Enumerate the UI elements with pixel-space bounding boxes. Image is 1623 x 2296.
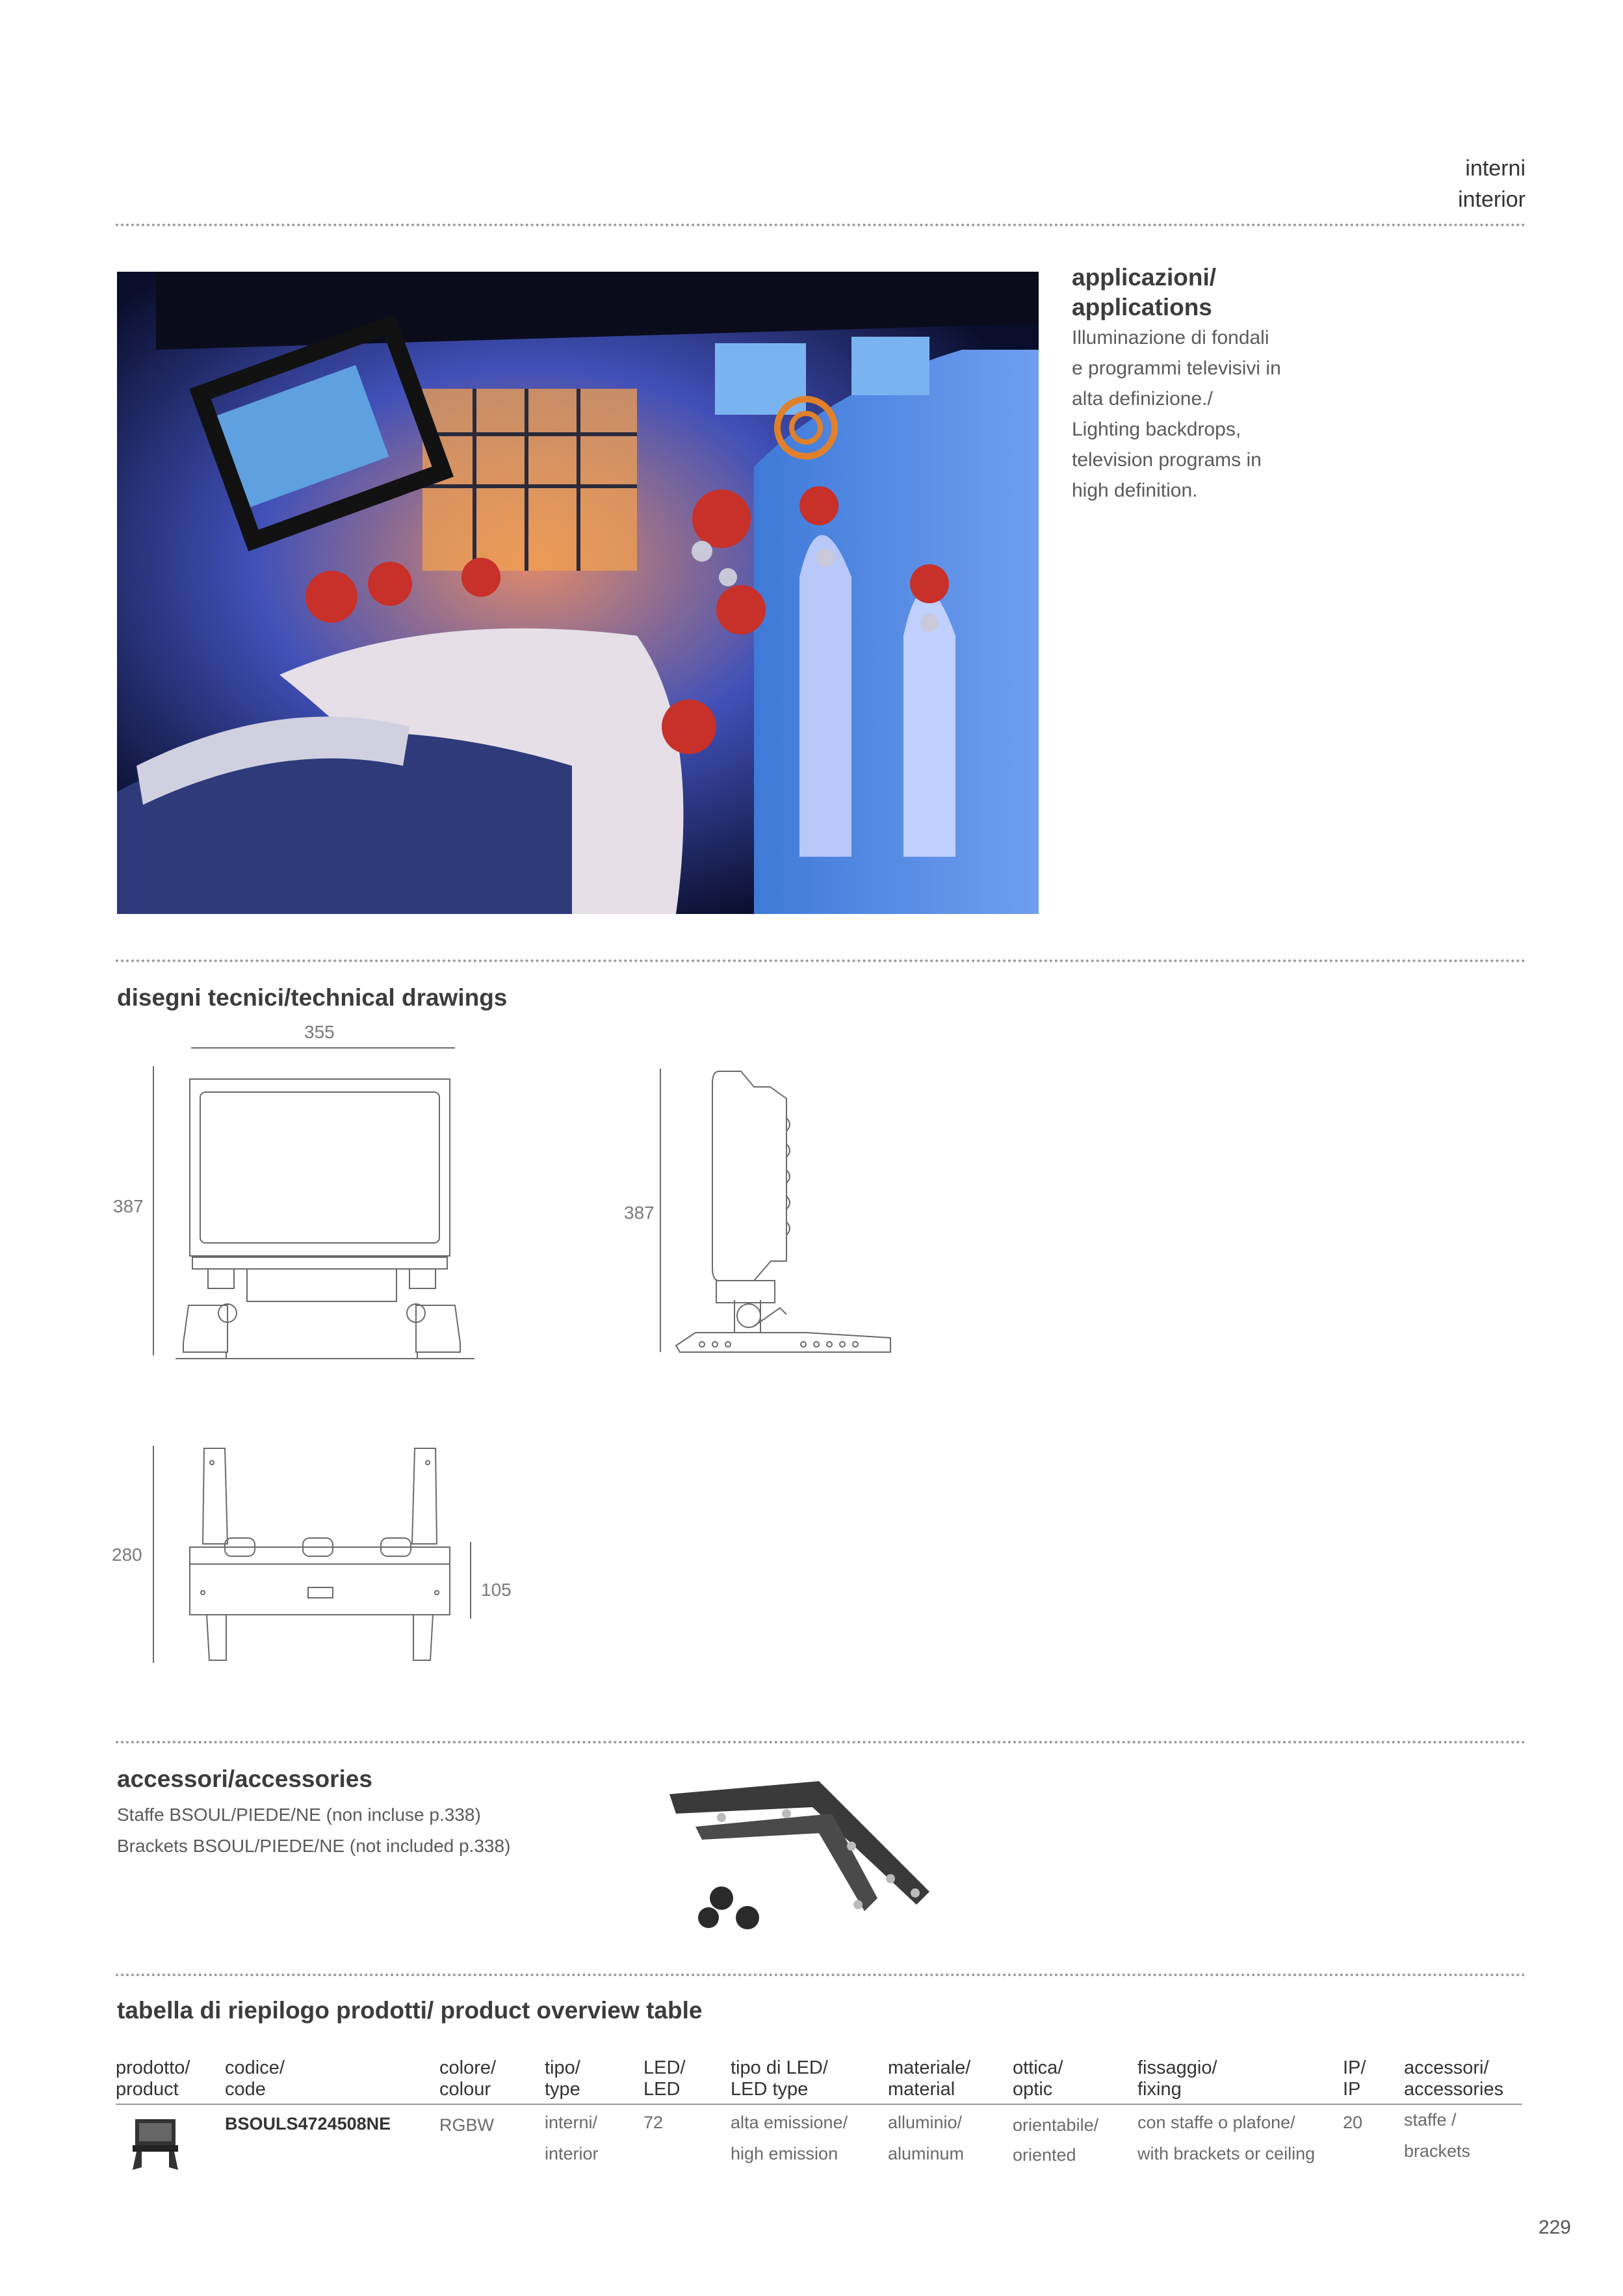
product-fixing-2: with brackets or ceiling	[1137, 2144, 1316, 2163]
header-accessories: accessori/ accessories	[1404, 2057, 1504, 2100]
divider	[116, 1974, 1526, 1976]
product-material-1: alluminio/	[888, 2113, 963, 2132]
applications-line-1: Illuminazione di fondali	[1072, 327, 1269, 348]
top-depth-dim: 105	[481, 1580, 512, 1600]
product-accessories-2: brackets	[1404, 2141, 1471, 2161]
product-colour: RGBW	[439, 2115, 494, 2135]
product-optic-2: oriented	[1013, 2145, 1076, 2165]
divider	[116, 959, 1526, 962]
applications-line-2: e programmi televisivi in	[1072, 358, 1281, 379]
front-width-dim: 355	[304, 1022, 335, 1042]
applications-block	[1072, 263, 1397, 506]
header-led: LED/ LED	[643, 2057, 686, 2100]
category-en: interior	[1458, 187, 1526, 212]
header-fixing: fissaggio/ fixing	[1137, 2057, 1217, 2100]
accessories-line-it: Staffe BSOUL/PIEDE/NE (non incluse p.338)	[117, 1805, 481, 1825]
product-material-2: aluminum	[888, 2144, 965, 2163]
table-title: tabella di riepilogo prodotti/ product overview table	[117, 1997, 703, 2024]
applications-title-en: applications	[1072, 294, 1212, 320]
applications-line-5: television programs in	[1072, 449, 1262, 471]
accessories-line-en: Brackets BSOUL/PIEDE/NE (not included p.338)	[117, 1836, 511, 1856]
product-led-type-1: alta emissione/	[731, 2113, 848, 2132]
product-optic-1: orientabile/	[1013, 2115, 1099, 2135]
applications-line-4: Lighting backdrops,	[1072, 419, 1241, 440]
product-accessories-1: staffe /	[1404, 2110, 1457, 2130]
category-it: interni	[1465, 156, 1526, 181]
side-view-drawing	[656, 1066, 897, 1365]
product-type-2: interior	[545, 2144, 599, 2163]
product-thumbnail	[126, 2115, 185, 2174]
product-code: BSOULS4724508NE	[225, 2114, 391, 2133]
product-led-type-2: high emission	[731, 2144, 838, 2163]
drawings-title: disegni tecnici/technical drawings	[117, 984, 508, 1011]
front-height-dim: 387	[113, 1196, 144, 1216]
product-led: 72	[643, 2113, 664, 2132]
application-photo	[117, 272, 1039, 914]
top-height-dim: 280	[112, 1545, 142, 1565]
header-product: prodotto/ product	[116, 2057, 190, 2100]
header-code: codice/ code	[225, 2057, 285, 2100]
applications-line-6: high definition.	[1072, 480, 1198, 501]
header-led-type: tipo di LED/ LED type	[731, 2057, 828, 2100]
header-material: materiale/ material	[888, 2057, 971, 2100]
header-colour: colore/ colour	[439, 2057, 497, 2100]
applications-line-3: alta definizione./	[1072, 388, 1213, 410]
accessories-photo	[656, 1755, 942, 1957]
side-height-dim: 387	[624, 1203, 655, 1223]
product-type-1: interni/	[545, 2113, 598, 2132]
header-ip: IP/ IP	[1343, 2057, 1366, 2100]
accessories-title: accessori/accessories	[117, 1766, 372, 1792]
product-ip: 20	[1343, 2113, 1363, 2132]
divider	[116, 224, 1526, 226]
divider	[116, 1741, 1526, 1743]
table-header-rule	[116, 2104, 1522, 2105]
top-view-drawing	[147, 1443, 485, 1671]
page-number: 229	[1538, 2217, 1571, 2238]
applications-title-it: applicazioni/	[1072, 264, 1217, 291]
header-optic: ottica/ optic	[1013, 2057, 1063, 2100]
front-view-drawing	[149, 1040, 474, 1365]
product-fixing-1: con staffe o plafone/	[1137, 2113, 1295, 2132]
header-type: tipo/ type	[545, 2057, 580, 2100]
